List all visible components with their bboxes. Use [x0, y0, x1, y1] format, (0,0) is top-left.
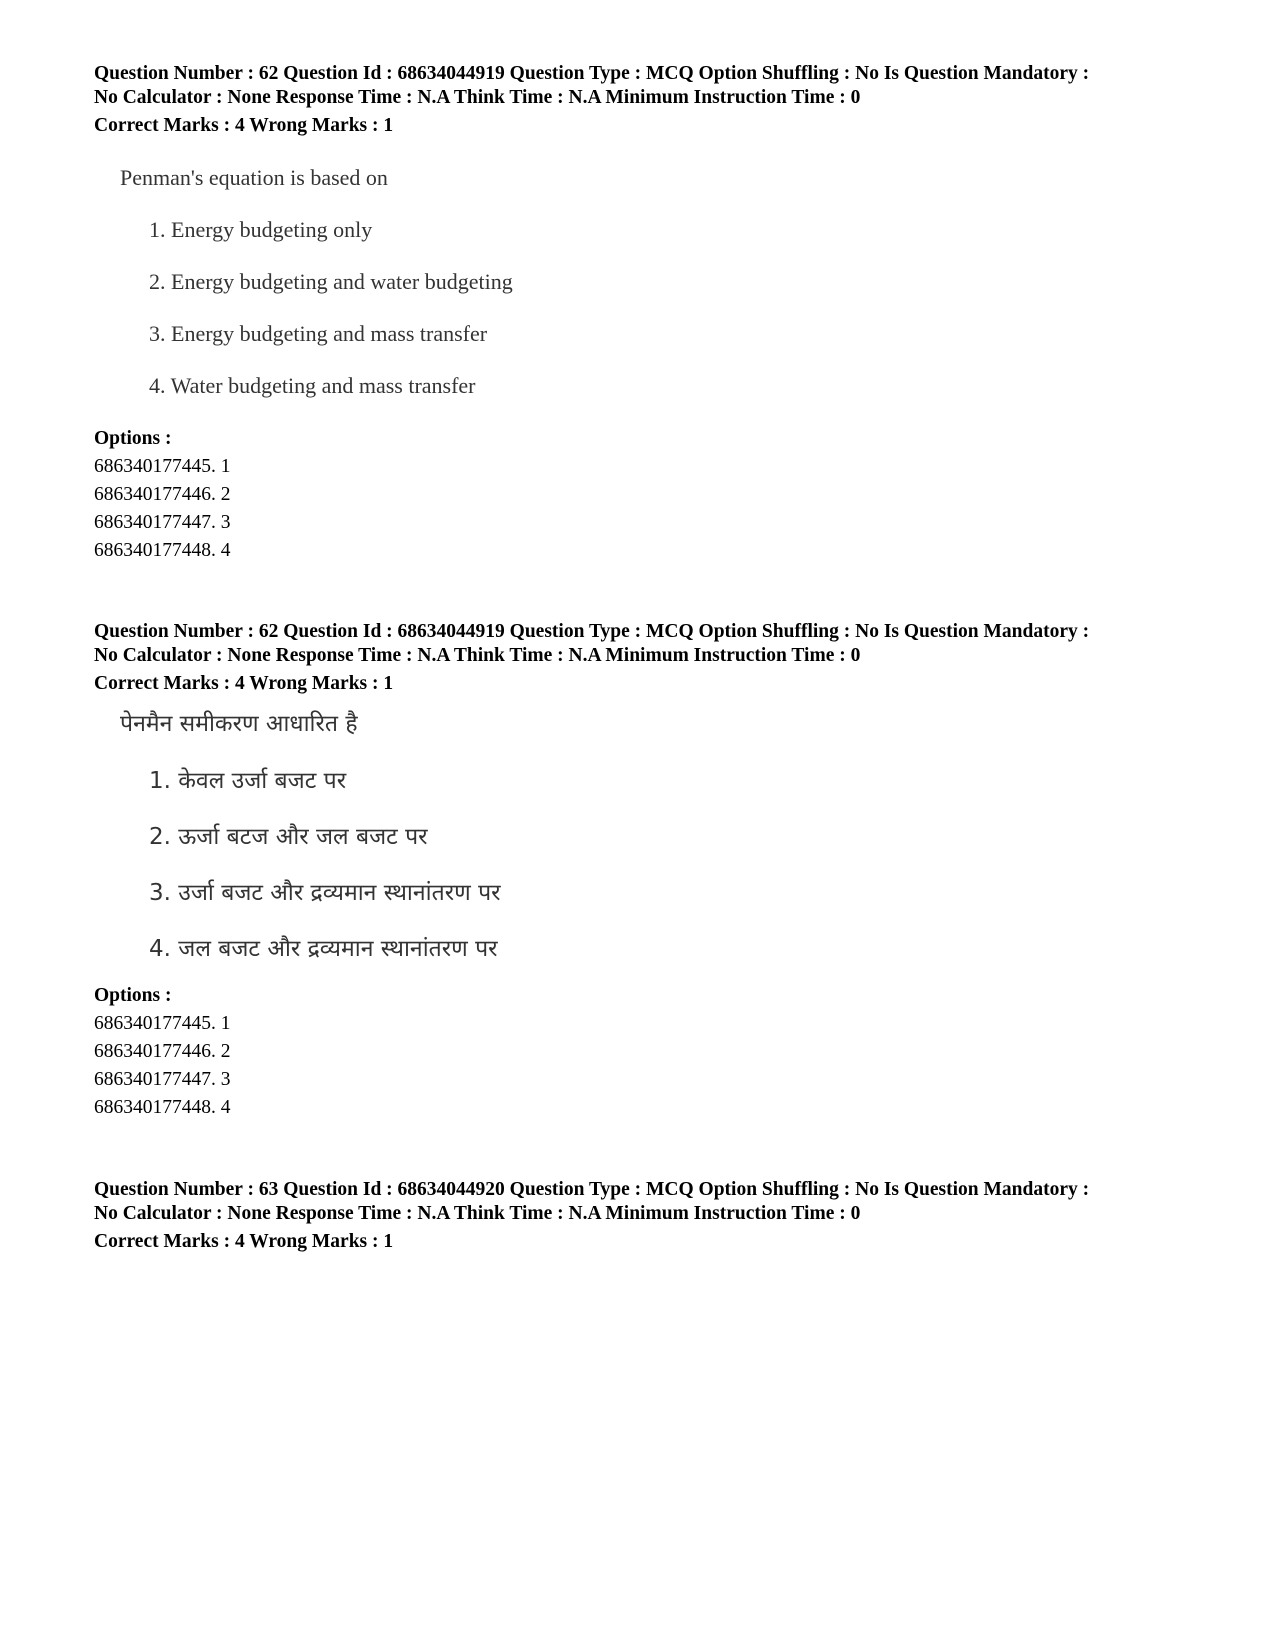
choice-4: 4. जल बजट और द्रव्यमान स्थानांतरण पर: [149, 936, 498, 962]
option-item: 686340177445. 1: [94, 456, 231, 477]
question-stem: Penman's equation is based on: [120, 165, 388, 190]
question-header-line-1: Question Number : 62 Question Id : 68634044919 Question Type : MCQ Option Shuffling : No Is Question Mandatory :: [94, 621, 1090, 642]
option-item: 686340177446. 2: [94, 484, 231, 505]
choice-3: 3. उर्जा बजट और द्रव्यमान स्थानांतरण पर: [149, 880, 501, 906]
question-header-line-2: No Calculator : None Response Time : N.A Think Time : N.A Minimum Instruction Time : 0: [94, 87, 861, 108]
marks-line: Correct Marks : 4 Wrong Marks : 1: [94, 1231, 394, 1252]
option-item: 686340177448. 4: [94, 540, 231, 561]
question-header-line-1: Question Number : 62 Question Id : 68634044919 Question Type : MCQ Option Shuffling : No Is Question Mandatory :: [94, 63, 1090, 84]
question-header-62-en: [94, 62, 1214, 138]
choice-3: 3. Energy budgeting and mass transfer: [149, 321, 488, 346]
question-header-63: [94, 1178, 1214, 1254]
marks-line: Correct Marks : 4 Wrong Marks : 1: [94, 115, 394, 136]
question-header-line-2: No Calculator : None Response Time : N.A Think Time : N.A Minimum Instruction Time : 0: [94, 645, 861, 666]
question-header-line-1: Question Number : 63 Question Id : 68634044920 Question Type : MCQ Option Shuffling : No Is Question Mandatory :: [94, 1179, 1090, 1200]
choice-2: 2. ऊर्जा बटज और जल बजट पर: [149, 824, 428, 850]
options-label: Options :: [94, 428, 172, 449]
question-header-62-hi: [94, 620, 1214, 696]
option-item: 686340177446. 2: [94, 1041, 231, 1062]
choice-1: 1. केवल उर्जा बजट पर: [149, 768, 347, 794]
option-item: 686340177447. 3: [94, 512, 231, 533]
choice-4: 4. Water budgeting and mass transfer: [149, 373, 476, 398]
option-item: 686340177445. 1: [94, 1013, 231, 1034]
question-header-line-2: No Calculator : None Response Time : N.A Think Time : N.A Minimum Instruction Time : 0: [94, 1203, 861, 1224]
option-item: 686340177448. 4: [94, 1097, 231, 1118]
marks-line: Correct Marks : 4 Wrong Marks : 1: [94, 673, 394, 694]
choice-1: 1. Energy budgeting only: [149, 217, 373, 242]
question-stem: पेनमैन समीकरण आधारित है: [120, 711, 358, 737]
option-item: 686340177447. 3: [94, 1069, 231, 1090]
choice-2: 2. Energy budgeting and water budgeting: [149, 269, 513, 294]
options-label: Options :: [94, 985, 172, 1006]
